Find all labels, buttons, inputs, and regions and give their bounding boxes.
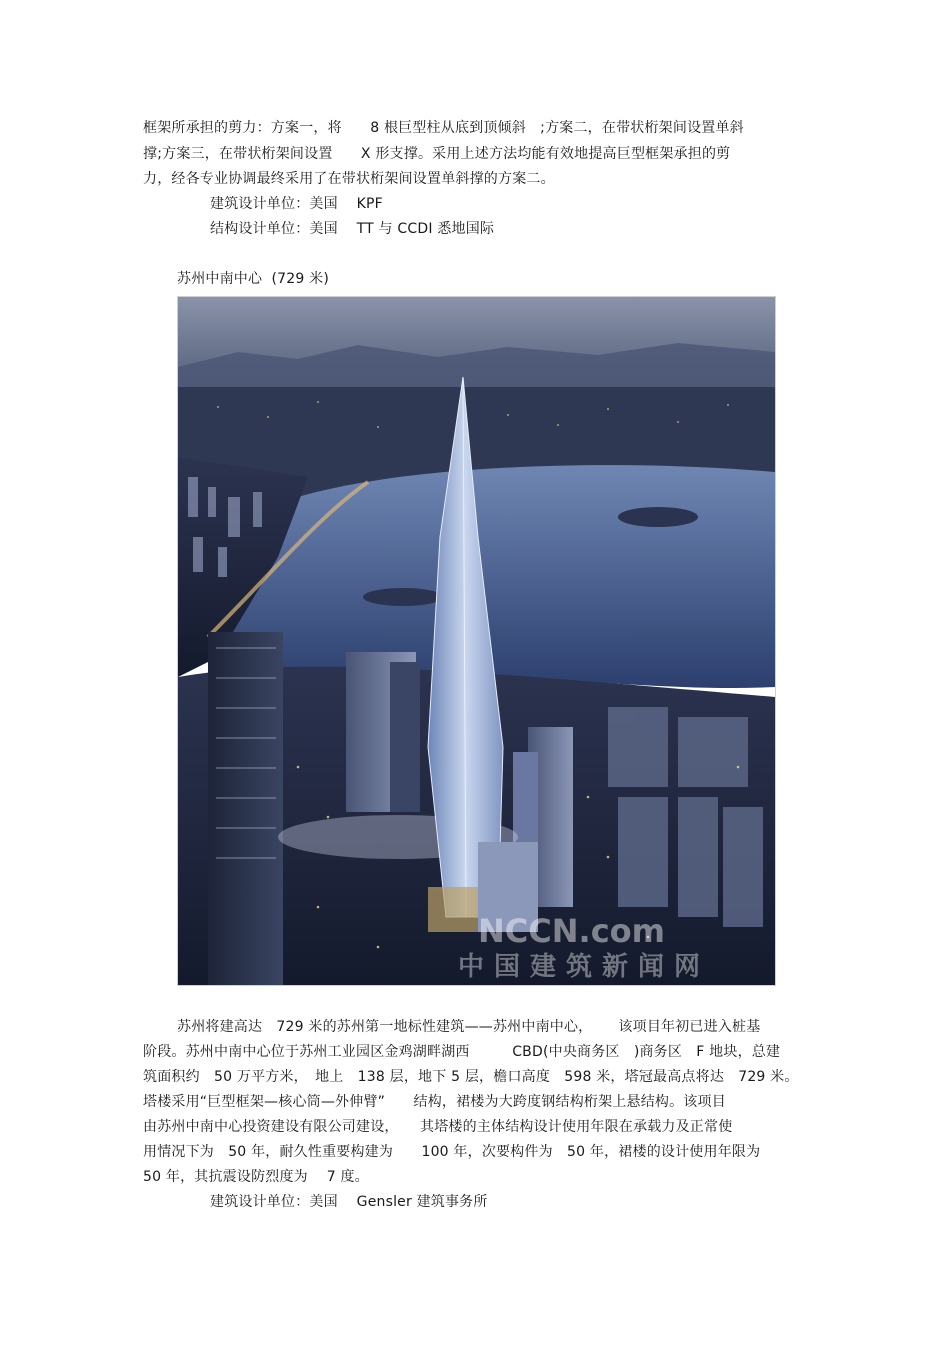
paragraph2-line-4: 塔楼采用“巨型框架—核心筒—外伸臂” 结构，裙楼为大跨度钢结构桁架上悬结构。该项目: [143, 1094, 726, 1110]
watermark-chinese: 中国建筑新闻网: [458, 952, 711, 982]
paragraph2-line-7: 50 年，其抗震设防烈度为 7 度。: [143, 1169, 369, 1185]
paragraph1-line-3: 力，经各专业协调最终采用了在带状桁架间设置单斜撑的方案二。: [143, 171, 555, 187]
figure-caption: 苏州中南中心 (729 米): [177, 271, 329, 287]
photo-illustration: [178, 297, 775, 985]
watermark-latin: NCCN.com: [478, 912, 665, 950]
credit-architecture-kpf: 建筑设计单位：美国 KPF: [210, 196, 383, 212]
paragraph2-line-2: 阶段。苏州中南中心位于苏州工业园区金鸡湖畔湖西 CBD(中央商务区 )商务区 F 地块，总建: [143, 1044, 781, 1060]
paragraph2-line-6: 用情况下为 50 年，耐久性重要构建为 100 年，次要构件为 50 年，裙楼的设计使用年限为: [143, 1144, 761, 1160]
credit-structure-tt-ccdi: 结构设计单位：美国 TT 与 CCDI 悉地国际: [210, 221, 495, 237]
paragraph1-line-2: 撑;方案三，在带状桁架间设置 X 形支撑。采用上述方法均能有效地提高巨型框架承担的剪: [143, 146, 731, 162]
paragraph1-line-1: 框架所承担的剪力：方案一，将 8 根巨型柱从底到顶倾斜 ;方案二，在带状桁架间设置单斜: [143, 120, 744, 136]
paragraph2-line-5: 由苏州中南中心投资建设有限公司建设， 其塔楼的主体结构设计使用年限在承载力及正常使: [143, 1119, 733, 1135]
suzhou-zhongnan-center-photo: [177, 296, 776, 986]
paragraph2-line-1: 苏州将建高达 729 米的苏州第一地标性建筑——苏州中南中心， 该项目年初已进入桩基: [177, 1019, 761, 1035]
credit-architecture-gensler: 建筑设计单位：美国 Gensler 建筑事务所: [210, 1194, 488, 1210]
paragraph2-line-3: 筑面积约 50 万平方米， 地上 138 层，地下 5 层，檐口高度 598 米，塔冠最高点将达 729 米。: [143, 1069, 799, 1085]
